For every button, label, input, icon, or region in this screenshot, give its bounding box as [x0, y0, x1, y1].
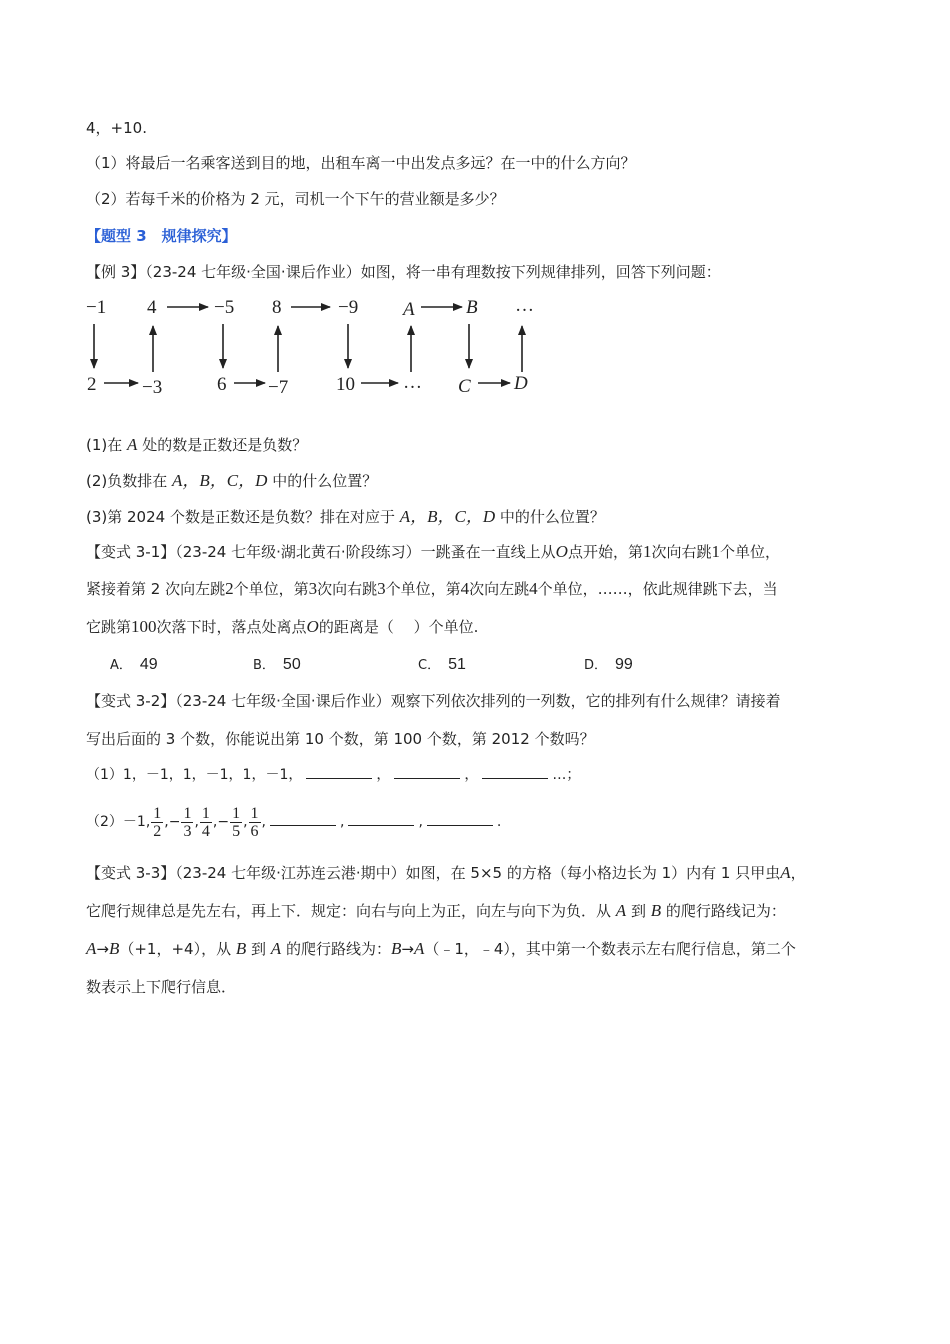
variant-3-3-line-4: 数表示上下爬行信息． [86, 978, 237, 996]
option-d[interactable]: D． 99 [584, 656, 633, 673]
option-b[interactable]: B． 50 [253, 656, 301, 673]
example-3-question-3: (3)第 2024 个数是正数还是负数？排在对应于 A，B，C，D 中的什么位置？ [86, 507, 605, 526]
fraction: $\frac{1}{4}$ [201, 804, 210, 840]
example-3-text: 【例 3】（23-24 七年级·全国·课后作业）如图，将一串有理数按下列规律排列，回答下列问题： [86, 263, 721, 281]
top-label-3: −5 [214, 297, 235, 318]
variant-3-3-line-2: 它爬行规律总是先左右，再上下．规定：向右与向上为正，向左与向下为负．从 A 到 B 的爬行路线记为： [86, 901, 786, 920]
top-label-2: 4 [147, 297, 157, 318]
prev-line-1: 4，+10. [86, 119, 147, 137]
answer-blank[interactable] [348, 811, 414, 826]
option-a[interactable]: A． 49 [110, 656, 158, 673]
answer-blank[interactable] [482, 764, 548, 779]
variant-3-1-line-3: 它跳第100次落下时，落点处离点O的距离是（ ）个单位. [86, 617, 479, 636]
top-label-4: 8 [272, 297, 282, 318]
variant-3-1-line-2: 紧接着第 2 次向左跳2个单位，第3次向右跳3个单位，第4次向左跳4个单位，……，依此规律跳下去，当 [86, 579, 778, 598]
bottom-label-3: 6 [217, 374, 227, 395]
bottom-label-C: C [458, 376, 471, 397]
variant-3-2-sequence-1: （1）1，－1，1，－1，1，－1， ， ， …； [86, 764, 580, 786]
prev-question-1: （1）将最后一名乘客送到目的地，出租车离一中出发点多远？在一中的什么方向？ [86, 154, 636, 172]
prev-question-2: （2）若每千米的价格为 2 元，司机一个下午的营业额是多少？ [86, 190, 505, 208]
bottom-label-ellipsis: … [403, 372, 422, 393]
variant-3-3-line-3: A→B（+1，+4），从 B 到 A 的爬行路线为：B→A（﹣1，﹣4），其中第一个数表示左右爬行信息，第二个 [86, 939, 796, 958]
bottom-label-2: −3 [142, 377, 163, 398]
top-label-B: B [466, 297, 478, 318]
variant-3-2-line-2: 写出后面的 3 个数，你能说出第 10 个数，第 100 个数，第 2012 个数吗？ [86, 730, 595, 748]
top-label-5: −9 [338, 297, 359, 318]
variant-3-2-line-1: 【变式 3-2】（23-24 七年级·全国·课后作业）观察下列依次排列的一列数，它的排列有什么规律？请接着 [86, 692, 781, 710]
variant-3-3-line-1: 【变式 3-3】（23-24 七年级·江苏连云港·期中）如图，在 5×5 的方格（每小格边长为 1）内有 1 只甲虫A， [86, 863, 806, 882]
answer-blank[interactable] [394, 764, 460, 779]
bottom-label-D: D [514, 373, 528, 394]
bottom-label-1: 2 [87, 374, 97, 395]
answer-blank[interactable] [427, 811, 493, 826]
top-label-A: A [403, 299, 415, 320]
sequence-diagram [80, 292, 550, 402]
fraction: $\frac{1}{3}$ [183, 804, 192, 840]
variant-3-1-line-1: 【变式 3-1】（23-24 七年级·湖北黄石·阶段练习）一跳蚤在一直线上从O点开始，第1次向右跳1个单位， [86, 542, 780, 561]
option-c[interactable]: C． 51 [418, 656, 466, 673]
answer-blank[interactable] [306, 764, 372, 779]
fraction: $\frac{1}{6}$ [250, 804, 259, 840]
top-label-1: −1 [86, 297, 107, 318]
bottom-label-5: 10 [336, 374, 355, 395]
section-title: 【题型 3 规律探究】 [86, 227, 237, 245]
fraction: $\frac{1}{2}$ [153, 804, 162, 840]
answer-blank[interactable] [270, 811, 336, 826]
bottom-label-4: −7 [268, 377, 289, 398]
example-3-question-2: (2)负数排在 A，B，C，D 中的什么位置？ [86, 471, 378, 490]
top-label-ellipsis: … [515, 295, 534, 316]
fraction: $\frac{1}{5}$ [232, 804, 241, 840]
variant-3-2-sequence-2: （2）－1, $\frac{1}{2}$ ,− $\frac{1}{3}$ , $\frac{1}{4}$ ,− $\frac{1}{5}$ , $\frac{1}{6}$ , , , . [86, 804, 502, 840]
example-3-question-1: (1)在 A 处的数是正数还是负数？ [86, 435, 308, 454]
